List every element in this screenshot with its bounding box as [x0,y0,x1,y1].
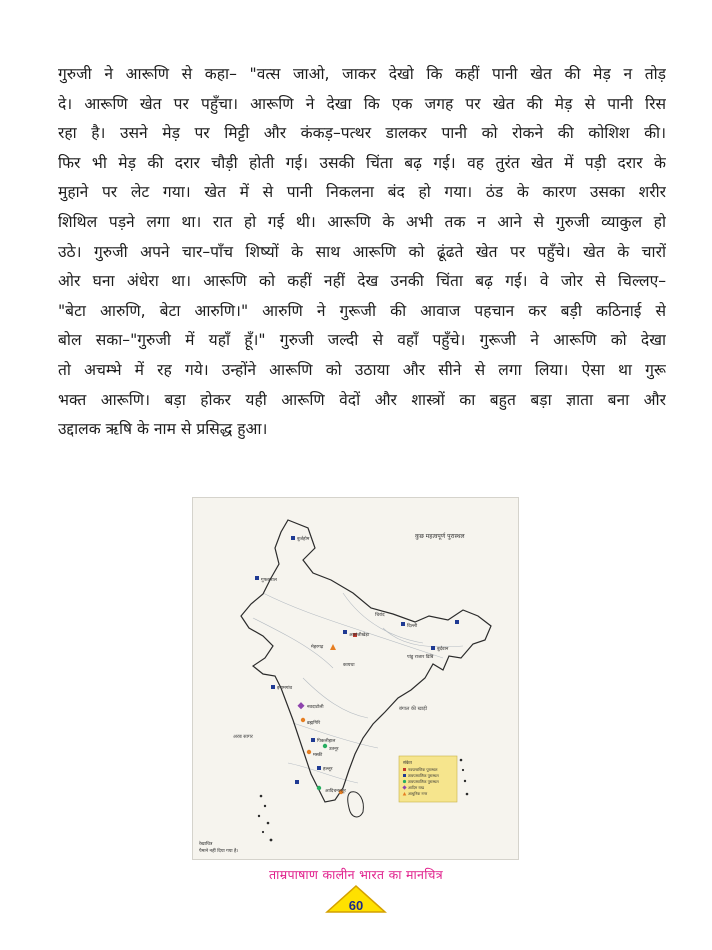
map-site-label: इनामगांव [277,686,293,691]
text-line: ओर घना अंधेरा था। आरूणि को कहीं नहीं देख उनकी चिंता बढ़ गई। वे जोर से चिल्लए– [58,272,666,291]
map-site-label: मस्की [313,753,323,758]
text-line: फिर भी मेड़ की दरार चौड़ी होती गई। उसकी चिंता बढ़ गई। वह तुरंत खेत में पड़ी दरार के [58,153,666,172]
legend-title: संकेत [403,761,412,766]
map-site-label: चिरांद [375,613,385,618]
map-site-label: गुफकराल [261,578,277,583]
sri-lanka-outline [348,792,364,817]
india-map-figure [192,497,519,860]
map-title: कुछ महत्वपूर्ण पुरास्थल [415,533,465,540]
arabian-sea-label: अरब सागर [233,734,253,740]
map-site-label: मेहरगढ़ [311,645,324,650]
legend-item: ताम्रपाषाणिक पुरास्थल [408,779,439,784]
map-site-label: हल्लूर [323,767,333,772]
india-map [193,498,518,859]
text-line: रहा है। उसने मेड़ पर मिट्टी और कंकड़–पत्थर डालकर पानी को रोकने की कोशिश की। [58,124,666,143]
text-line: उद्दालक ऋषि के नाम से प्रसिद्ध हुआ। [58,420,268,439]
page-number: 60 [348,898,364,913]
legend-item: नवपाषाणिक पुरास्थल [408,767,438,772]
map-site-label: कायथा [343,663,355,668]
map-site-label: दिल्ली [407,624,418,629]
map-site-label: बुर्दवान [437,647,449,652]
map-site-label: अतरंजीखेड़ा [349,633,370,638]
scale-note-line: रेखाचित्र [199,842,213,847]
map-caption: ताम्रपाषाण कालीन भारत का मानचित्र [269,867,443,882]
text-line: तो अचम्भे में रह गये। उन्होंने आरूणि को उठाया और सीने से लगा लिया। ऐसा था गुरू [58,360,666,379]
legend-item: आदिम राख [408,785,424,790]
map-site-label: पिकलीहाल [317,739,336,744]
text-line: मुहाने पर लेट गया। खेत में से पानी निकलना बंद हो गया। ठंड के कारण उसका शरीर [58,183,666,202]
scale-note-line: पैमाने नहीं दिया गया है। [199,849,239,854]
map-site-label: बुर्जहोम [297,537,310,542]
map-site-label: ब्रह्मगिरि [307,721,321,726]
site-markers [255,536,459,794]
text-line: भक्त आरूणि। बड़ा होकर यही आरूणि वेदों और शास्त्रों का बहुत बड़ा ज्ञाता बना और [58,390,666,409]
map-site-label: उतनूर [329,747,339,752]
map-site-label: नवदाटोली [307,705,324,710]
map-legend [399,756,457,802]
story-paragraph [58,60,666,445]
map-site-label: पांडु राजार ढिबि [407,655,434,660]
text-line: "बेटा आरुणि, बेटा आरुणि।" आरुणि ने गुरूजी की आवाज पहचान कर बड़ी कठिनाई से [58,301,666,320]
text-line: उठे। गुरुजी अपने चार–पाँच शिष्यों के साथ आरूणि को ढूंढते खेत पर पहुँचे। खेत के चारों [58,242,666,261]
text-line: शिथिल पड़ने लगा था। रात हो गई थी। आरूणि के अभी तक न आने से गुरुजी व्याकुल हो [58,212,666,231]
legend-item: आधुनिक नगर [408,791,428,796]
text-line: गुरुजी ने आरूणि से कहा– "वत्स जाओ, जाकर देखो कि कहीं पानी खेत की मेड़ न तोड़ [58,65,666,83]
map-site-label: आदिचनल्लूर [325,789,346,794]
text-line: बोल सका–"गुरुजी में यहाँ हूँ।" गुरुजी जल्दी से वहाँ पहुँचे। गुरूजी ने आरूणि को देखा [58,331,666,350]
text-line: दे। आरूणि खेत पर पहुँचा। आरूणि ने देखा कि एक जगह पर खेत की मेड़ से पानी रिस [58,94,666,113]
bay-of-bengal-label: बंगाल की खाड़ी [399,706,428,712]
legend-item: ताम्रपाषाणिक पुरास्थल [408,773,439,778]
